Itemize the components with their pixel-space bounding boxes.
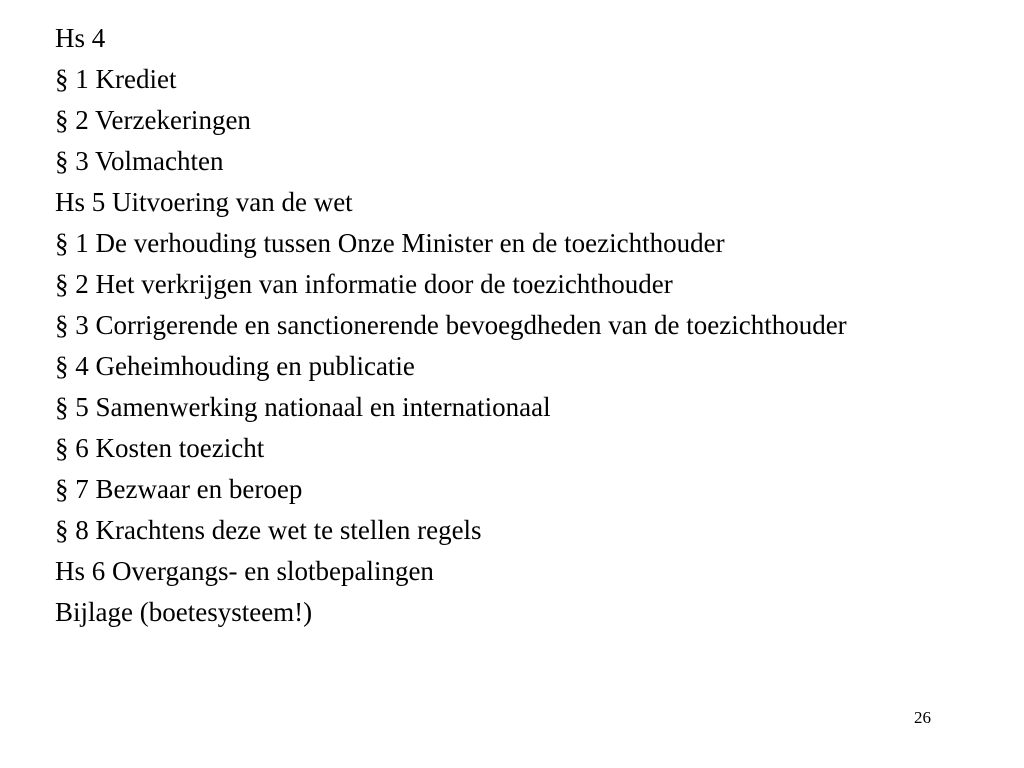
- outline-item-hs6: Hs 6 Overgangs- en slotbepalingen: [55, 556, 434, 586]
- outline-item-bezwaar: § 7 Bezwaar en beroep: [55, 474, 303, 504]
- outline-item-informatie: § 2 Het verkrijgen van informatie door de toezichthouder: [55, 269, 673, 299]
- outline-item-verhouding: § 1 De verhouding tussen Onze Minister en de toezichthouder: [55, 228, 725, 258]
- outline-list: [55, 22, 955, 637]
- outline-item-hs5: Hs 5 Uitvoering van de wet: [55, 187, 353, 217]
- outline-item-bijlage: Bijlage (boetesysteem!): [55, 597, 313, 627]
- outline-item-hs4: Hs 4: [55, 23, 106, 53]
- outline-item-bevoegdheden: § 3 Corrigerende en sanctionerende bevoegdheden van de toezichthouder: [55, 310, 847, 340]
- page-number: 26: [914, 708, 931, 727]
- outline-item-samenwerking: § 5 Samenwerking nationaal en internationaal: [55, 392, 551, 422]
- outline-item-regels: § 8 Krachtens deze wet te stellen regels: [55, 515, 482, 545]
- outline-item-volmachten: § 3 Volmachten: [55, 146, 224, 176]
- outline-item-kosten: § 6 Kosten toezicht: [55, 433, 265, 463]
- outline-item-verzekeringen: § 2 Verzekeringen: [55, 105, 251, 135]
- outline-item-geheimhouding: § 4 Geheimhouding en publicatie: [55, 351, 415, 381]
- outline-item-krediet: § 1 Krediet: [55, 64, 177, 94]
